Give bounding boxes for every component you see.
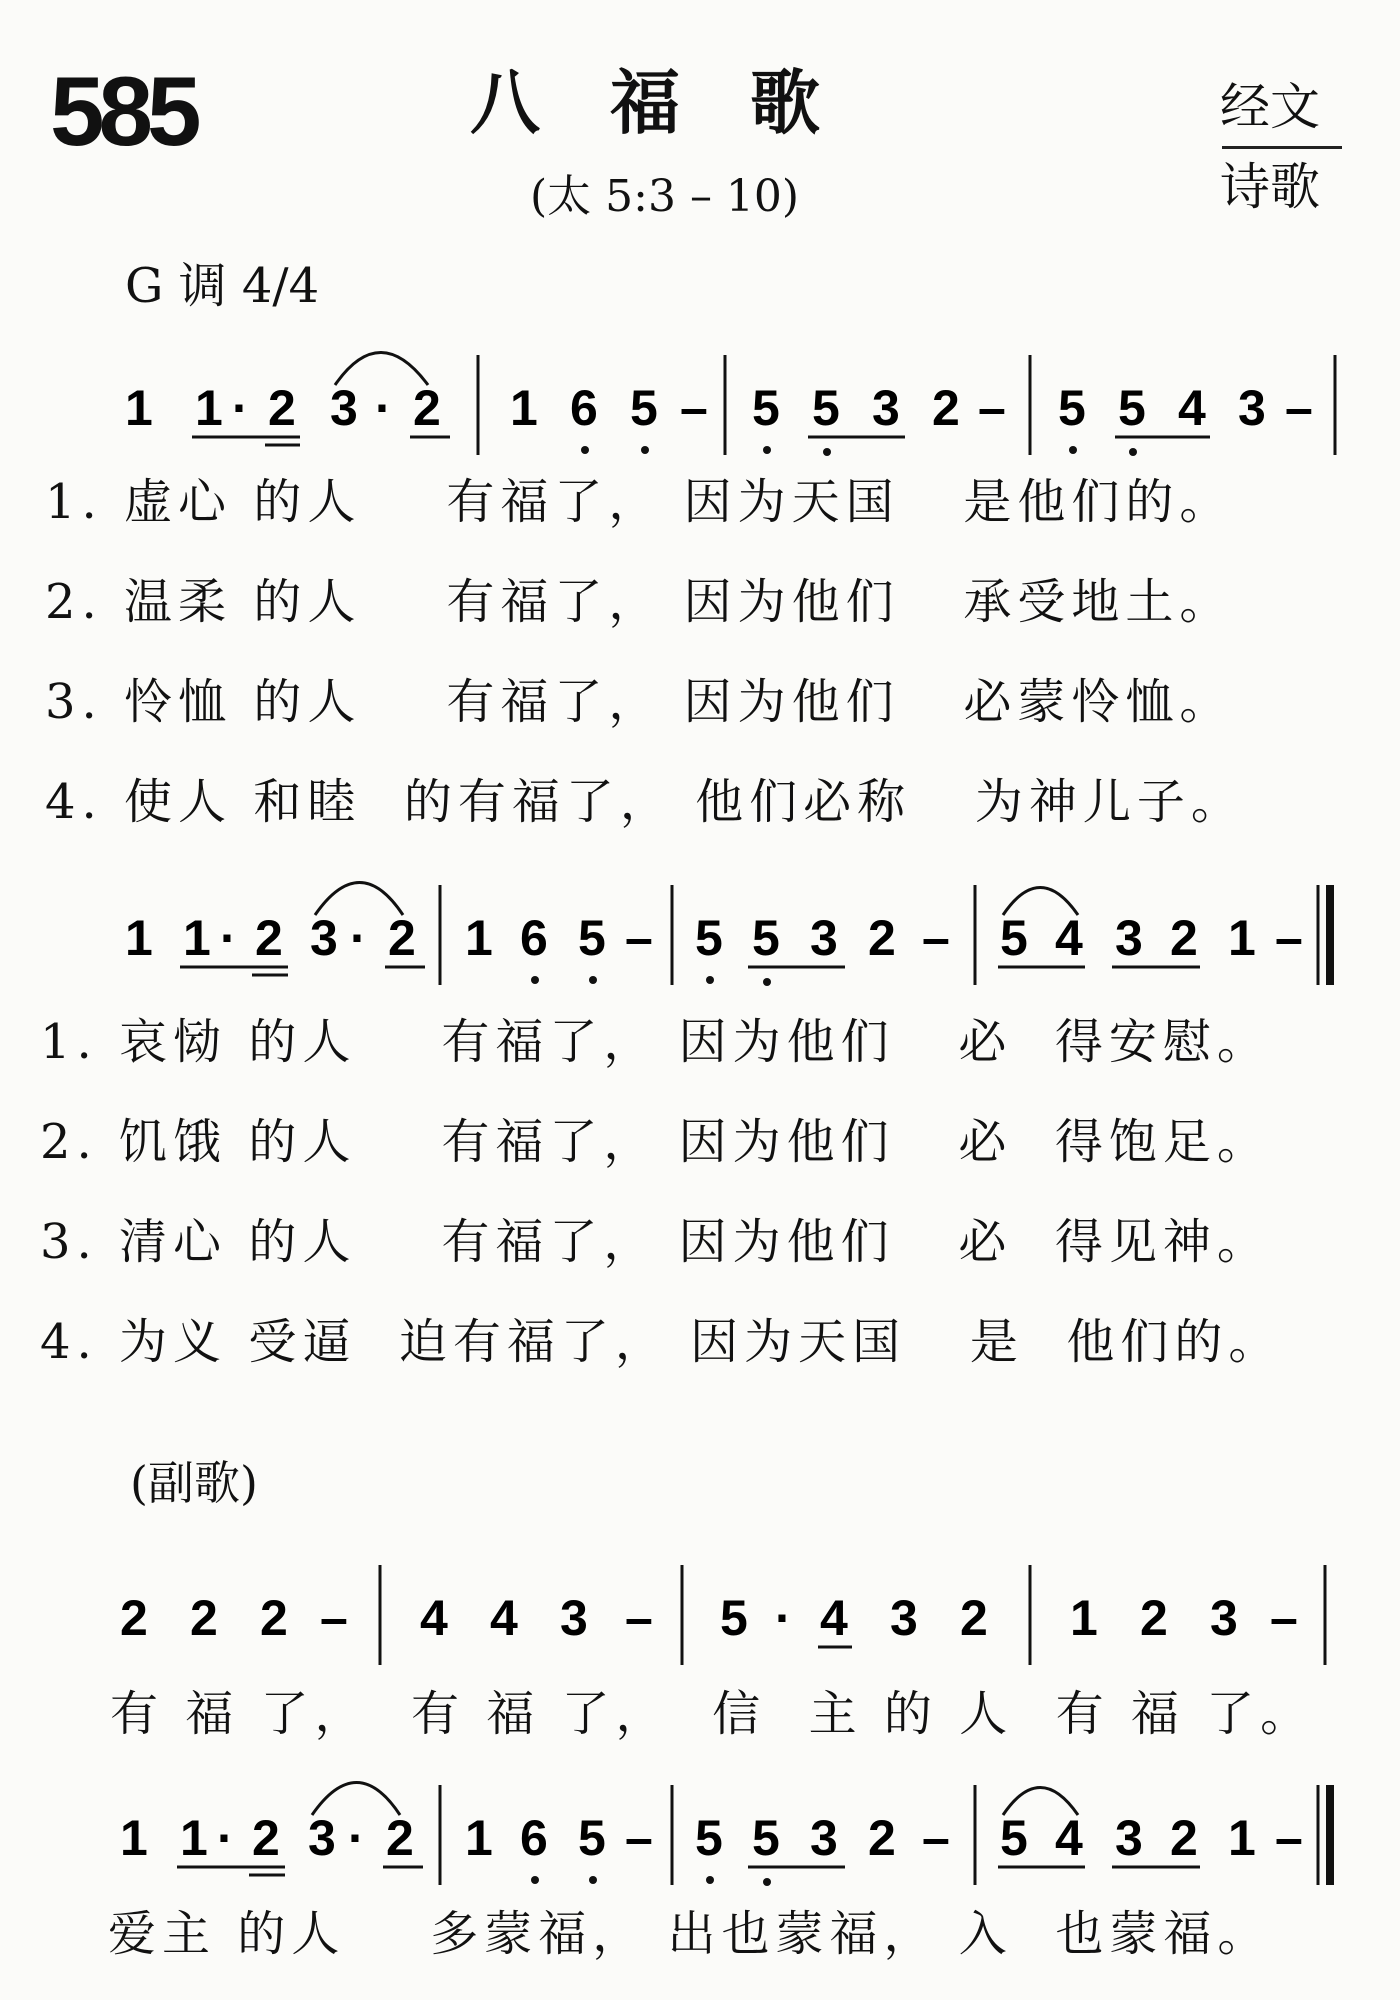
note: – (922, 910, 950, 966)
note: 3 (872, 380, 900, 436)
category-top: 经文 (1220, 78, 1320, 136)
low-octave-dot (589, 976, 597, 984)
low-octave-dot (706, 1876, 714, 1884)
lyric-line-1-verse-2: 2. 温柔 的人 有福了， 因为他们 承受地土。 (45, 574, 1234, 630)
note: 1 (183, 910, 211, 966)
note: 5 (1000, 910, 1028, 966)
note: 4 (820, 1590, 848, 1646)
note: – (1275, 1810, 1303, 1866)
note: 2 (386, 1810, 414, 1866)
note: · (220, 910, 237, 966)
score-line-2 (125, 883, 1330, 987)
low-octave-dot (1069, 446, 1077, 454)
lyric-line-2-verse-4: 4. 为义 受逼 迫有福了， 因为天国 是 他们的。 (40, 1314, 1283, 1370)
category-bottom: 诗歌 (1220, 158, 1320, 216)
note: 5 (720, 1590, 748, 1646)
note: – (1285, 380, 1313, 436)
note: – (625, 1590, 653, 1646)
low-octave-dot (531, 1876, 539, 1884)
note: 2 (388, 910, 416, 966)
note: 5 (1058, 380, 1086, 436)
note: 2 (190, 1590, 218, 1646)
key-and-time-signature: G 调 4/4 (125, 258, 320, 314)
note: 3 (330, 380, 358, 436)
note: 5 (578, 910, 606, 966)
chorus-lyric-2: 爱主 的人 多蒙福， 出也蒙福， 入 也蒙福。 (108, 1906, 1272, 1962)
note: 6 (520, 1810, 548, 1866)
low-octave-dot (823, 448, 831, 456)
note: 2 (932, 380, 960, 436)
note: – (1275, 910, 1303, 966)
note: 2 (120, 1590, 148, 1646)
note: – (978, 380, 1006, 436)
low-octave-dot (763, 1878, 771, 1886)
note: 6 (520, 910, 548, 966)
note: 2 (1170, 1810, 1198, 1866)
note: 3 (560, 1590, 588, 1646)
lyric-line-2-verse-3: 3. 清心 的人 有福了， 因为他们 必 得见神。 (40, 1214, 1271, 1270)
note: 3 (308, 1810, 336, 1866)
note: 2 (268, 380, 296, 436)
low-octave-dot (531, 976, 539, 984)
low-octave-dot (581, 446, 589, 454)
note: · (350, 910, 367, 966)
note: 1 (1228, 1810, 1256, 1866)
note: 1 (180, 1810, 208, 1866)
low-octave-dot (1129, 448, 1137, 456)
note: 1 (465, 1810, 493, 1866)
lyric-line-2-verse-1: 1. 哀恸 的人 有福了， 因为他们 必 得安慰。 (40, 1014, 1271, 1070)
note: – (922, 1810, 950, 1866)
low-octave-dot (763, 446, 771, 454)
note: 5 (1000, 1810, 1028, 1866)
note: 3 (1115, 1810, 1143, 1866)
score-line-1 (125, 353, 1335, 457)
note: 5 (630, 380, 658, 436)
note: 6 (570, 380, 598, 436)
note: 1 (195, 380, 223, 436)
note: – (320, 1590, 348, 1646)
note: · (375, 380, 392, 436)
note: 1 (125, 380, 153, 436)
note: 1 (465, 910, 493, 966)
note: 2 (252, 1810, 280, 1866)
note: 1 (120, 1810, 148, 1866)
note: 5 (752, 380, 780, 436)
note: 3 (890, 1590, 918, 1646)
note: 5 (695, 910, 723, 966)
note: 1 (510, 380, 538, 436)
chorus-lyric-1: 有 福 了， 有 福 了， 信 主 的 人 有 福 了。 (110, 1686, 1315, 1742)
note: 5 (812, 380, 840, 436)
note: 2 (413, 380, 441, 436)
low-octave-dot (706, 976, 714, 984)
note: 2 (868, 910, 896, 966)
note: · (217, 1810, 234, 1866)
note: 3 (1238, 380, 1266, 436)
lyric-line-1-verse-3: 3. 怜恤 的人 有福了， 因为他们 必蒙怜恤。 (45, 674, 1234, 730)
lyric-line-2-verse-2: 2. 饥饿 的人 有福了， 因为他们 必 得饱足。 (40, 1114, 1271, 1170)
note: 1 (1070, 1590, 1098, 1646)
note: 2 (255, 910, 283, 966)
note: 5 (1118, 380, 1146, 436)
note: 4 (1055, 1810, 1083, 1866)
chorus-line-2 (120, 1783, 1330, 1887)
note: – (680, 380, 708, 436)
note: · (232, 380, 249, 436)
note: 3 (810, 910, 838, 966)
note: – (1270, 1590, 1298, 1646)
note: 2 (1140, 1590, 1168, 1646)
note: 4 (1178, 380, 1206, 436)
note: – (625, 910, 653, 966)
chorus-label: (副歌) (130, 1456, 258, 1510)
note: 2 (1170, 910, 1198, 966)
note: 1 (1228, 910, 1256, 966)
low-octave-dot (589, 1876, 597, 1884)
note: · (775, 1590, 792, 1646)
note: – (625, 1810, 653, 1866)
note: 3 (310, 910, 338, 966)
hymn-title: 八福歌 (470, 61, 890, 144)
lyric-line-1-verse-1: 1. 虚心 的人 有福了， 因为天国 是他们的。 (45, 474, 1234, 530)
low-octave-dot (641, 446, 649, 454)
note: 5 (752, 1810, 780, 1866)
note: 4 (490, 1590, 518, 1646)
note: 3 (810, 1810, 838, 1866)
note: 5 (695, 1810, 723, 1866)
note: · (348, 1810, 365, 1866)
note: 4 (1055, 910, 1083, 966)
note: 2 (868, 1810, 896, 1866)
note: 4 (420, 1590, 448, 1646)
note: 5 (578, 1810, 606, 1866)
scripture-reference: (太 5:3 – 10) (530, 171, 800, 222)
note: 2 (260, 1590, 288, 1646)
note: 1 (125, 910, 153, 966)
note: 2 (960, 1590, 988, 1646)
low-octave-dot (763, 978, 771, 986)
note: 5 (752, 910, 780, 966)
lyric-line-1-verse-4: 4. 使人 和睦 的有福了， 他们必称 为神儿子。 (45, 774, 1245, 830)
hymn-number: 585 (50, 56, 196, 166)
note: 3 (1210, 1590, 1238, 1646)
note: 3 (1115, 910, 1143, 966)
chorus-line-1 (120, 1565, 1325, 1665)
